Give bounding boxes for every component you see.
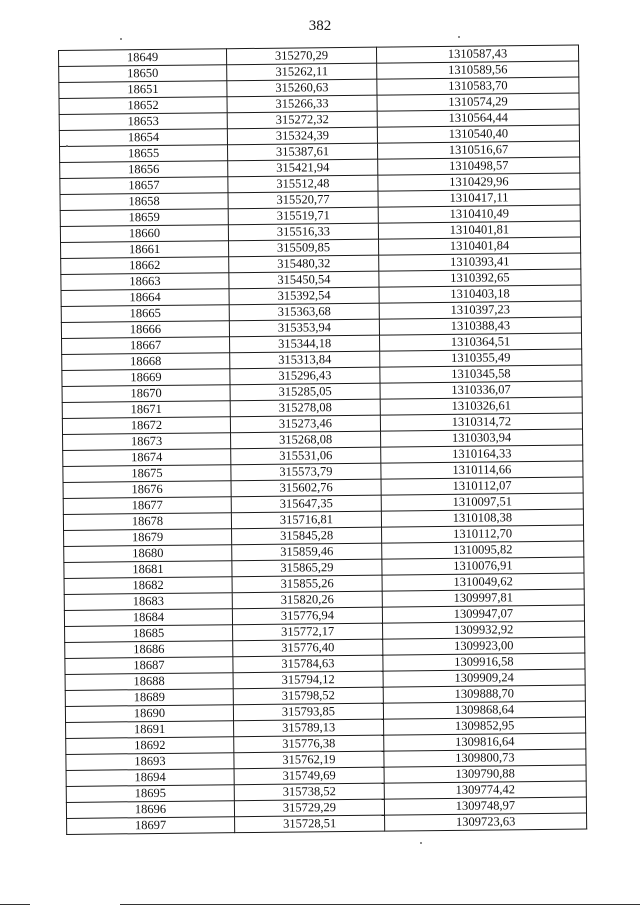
coordinates-table-body: [59, 45, 587, 834]
y-coordinate-cell: 1309888,70: [383, 685, 585, 703]
x-coordinate-cell: 315344,18: [230, 335, 380, 353]
point-number-cell: 18650: [59, 65, 227, 83]
point-number-cell: 18682: [64, 577, 232, 595]
x-coordinate-cell: 315296,43: [230, 367, 380, 385]
x-coordinate-cell: 315762,19: [234, 751, 384, 769]
point-number-cell: 18673: [63, 433, 231, 451]
x-coordinate-cell: 315273,46: [230, 415, 380, 433]
x-coordinate-cell: 315363,68: [229, 303, 379, 321]
y-coordinate-cell: 1310108,38: [381, 509, 583, 527]
x-coordinate-cell: 315353,94: [229, 319, 379, 337]
y-coordinate-cell: 1309816,64: [384, 733, 586, 751]
x-coordinate-cell: 315262,11: [227, 63, 377, 81]
x-coordinate-cell: 315647,35: [231, 495, 381, 513]
y-coordinate-cell: 1310516,67: [377, 141, 579, 159]
point-number-cell: 18655: [60, 145, 228, 163]
point-number-cell: 18660: [60, 225, 228, 243]
y-coordinate-cell: 1310364,51: [380, 333, 582, 351]
y-coordinate-cell: 1309852,95: [384, 717, 586, 735]
point-number-cell: 18667: [62, 337, 230, 355]
y-coordinate-cell: 1309748,97: [384, 797, 586, 815]
point-number-cell: 18665: [61, 305, 229, 323]
point-number-cell: 18653: [59, 113, 227, 131]
y-coordinate-cell: 1310540,40: [377, 125, 579, 143]
y-coordinate-cell: 1310097,51: [381, 493, 583, 511]
x-coordinate-cell: 315855,26: [232, 575, 382, 593]
point-number-cell: 18685: [65, 625, 233, 643]
x-coordinate-cell: 315516,33: [228, 223, 378, 241]
point-number-cell: 18657: [60, 177, 228, 195]
x-coordinate-cell: 315776,94: [232, 607, 382, 625]
x-coordinate-cell: 315776,38: [234, 735, 384, 753]
scan-speck: [66, 145, 68, 147]
point-number-cell: 18678: [63, 513, 231, 531]
y-coordinate-cell: 1310429,96: [378, 173, 580, 191]
x-coordinate-cell: 315531,06: [231, 447, 381, 465]
point-number-cell: 18696: [66, 801, 234, 819]
point-number-cell: 18677: [63, 497, 231, 515]
scan-speck: [420, 842, 422, 844]
point-number-cell: 18686: [65, 641, 233, 659]
y-coordinate-cell: 1310388,43: [379, 317, 581, 335]
y-coordinate-cell: 1309997,81: [382, 589, 584, 607]
point-number-cell: 18690: [65, 705, 233, 723]
point-number-cell: 18662: [61, 257, 229, 275]
point-number-cell: 18668: [62, 353, 230, 371]
y-coordinate-cell: 1310314,72: [380, 413, 582, 431]
x-coordinate-cell: 315776,40: [233, 639, 383, 657]
y-coordinate-cell: 1309723,63: [385, 813, 587, 831]
point-number-cell: 18651: [59, 81, 227, 99]
y-coordinate-cell: 1309916,58: [383, 653, 585, 671]
x-coordinate-cell: 315421,94: [228, 159, 378, 177]
x-coordinate-cell: 315260,63: [227, 79, 377, 97]
point-number-cell: 18697: [67, 817, 235, 835]
x-coordinate-cell: 315285,05: [230, 383, 380, 401]
x-coordinate-cell: 315268,08: [231, 431, 381, 449]
y-coordinate-cell: 1309947,07: [382, 605, 584, 623]
y-coordinate-cell: 1310112,70: [382, 525, 584, 543]
x-coordinate-cell: 315266,33: [227, 95, 377, 113]
y-coordinate-cell: 1310345,58: [380, 365, 582, 383]
point-number-cell: 18663: [61, 273, 229, 291]
x-coordinate-cell: 315313,84: [230, 351, 380, 369]
y-coordinate-cell: 1310410,49: [378, 205, 580, 223]
x-coordinate-cell: 315716,81: [231, 511, 381, 529]
x-coordinate-cell: 315512,48: [228, 175, 378, 193]
y-coordinate-cell: 1310587,43: [376, 45, 578, 63]
y-coordinate-cell: 1310336,07: [380, 381, 582, 399]
y-coordinate-cell: 1310076,91: [382, 557, 584, 575]
point-number-cell: 18683: [64, 593, 232, 611]
y-coordinate-cell: 1310583,70: [377, 77, 579, 95]
point-number-cell: 18661: [61, 241, 229, 259]
point-number-cell: 18688: [65, 673, 233, 691]
point-number-cell: 18674: [63, 449, 231, 467]
point-number-cell: 18664: [61, 289, 229, 307]
point-number-cell: 18658: [60, 193, 228, 211]
y-coordinate-cell: 1310164,33: [381, 445, 583, 463]
x-coordinate-cell: 315509,85: [229, 239, 379, 257]
y-coordinate-cell: 1309909,24: [383, 669, 585, 687]
point-number-cell: 18654: [59, 129, 227, 147]
scan-speck: [458, 36, 460, 38]
y-coordinate-cell: 1309800,73: [384, 749, 586, 767]
y-coordinate-cell: 1309774,42: [384, 781, 586, 799]
page-number: 382: [308, 18, 332, 34]
point-number-cell: 18691: [66, 721, 234, 739]
point-number-cell: 18669: [62, 369, 230, 387]
point-number-cell: 18694: [66, 769, 234, 787]
y-coordinate-cell: 1310403,18: [379, 285, 581, 303]
y-coordinate-cell: 1310564,44: [377, 109, 579, 127]
x-coordinate-cell: 315738,52: [234, 783, 384, 801]
y-coordinate-cell: 1310397,23: [379, 301, 581, 319]
y-coordinate-cell: 1310114,66: [381, 461, 583, 479]
scan-speck: [120, 38, 122, 40]
x-coordinate-cell: 315729,29: [234, 799, 384, 817]
x-coordinate-cell: 315865,29: [232, 559, 382, 577]
x-coordinate-cell: 315520,77: [228, 191, 378, 209]
y-coordinate-cell: 1310326,61: [380, 397, 582, 415]
y-coordinate-cell: 1310355,49: [380, 349, 582, 367]
point-number-cell: 18693: [66, 753, 234, 771]
x-coordinate-cell: 315728,51: [235, 815, 385, 833]
y-coordinate-cell: 1309923,00: [383, 637, 585, 655]
x-coordinate-cell: 315278,08: [230, 399, 380, 417]
y-coordinate-cell: 1310417,11: [378, 189, 580, 207]
y-coordinate-cell: 1310574,29: [377, 93, 579, 111]
x-coordinate-cell: 315772,17: [233, 623, 383, 641]
point-number-cell: 18652: [59, 97, 227, 115]
x-coordinate-cell: 315324,39: [227, 127, 377, 145]
y-coordinate-cell: 1310392,65: [379, 269, 581, 287]
point-number-cell: 18689: [65, 689, 233, 707]
point-number-cell: 18675: [63, 465, 231, 483]
point-number-cell: 18671: [62, 401, 230, 419]
x-coordinate-cell: 315272,32: [227, 111, 377, 129]
x-coordinate-cell: 315270,29: [226, 47, 376, 65]
x-coordinate-cell: 315602,76: [231, 479, 381, 497]
x-coordinate-cell: 315820,26: [232, 591, 382, 609]
x-coordinate-cell: 315793,85: [233, 703, 383, 721]
point-number-cell: 18659: [60, 209, 228, 227]
x-coordinate-cell: 315450,54: [229, 271, 379, 289]
x-coordinate-cell: 315573,79: [231, 463, 381, 481]
x-coordinate-cell: 315784,63: [233, 655, 383, 673]
point-number-cell: 18672: [62, 417, 230, 435]
point-number-cell: 18680: [64, 545, 232, 563]
y-coordinate-cell: 1309790,88: [384, 765, 586, 783]
point-number-cell: 18692: [66, 737, 234, 755]
coordinates-table-wrapper: [58, 45, 586, 835]
y-coordinate-cell: 1310589,56: [377, 61, 579, 79]
x-coordinate-cell: 315387,61: [228, 143, 378, 161]
x-coordinate-cell: 315392,54: [229, 287, 379, 305]
y-coordinate-cell: 1310393,41: [379, 253, 581, 271]
x-coordinate-cell: 315798,52: [233, 687, 383, 705]
coordinates-table: [58, 45, 587, 835]
point-number-cell: 18656: [60, 161, 228, 179]
y-coordinate-cell: 1309932,92: [383, 621, 585, 639]
y-coordinate-cell: 1310498,57: [378, 157, 580, 175]
y-coordinate-cell: 1310303,94: [381, 429, 583, 447]
point-number-cell: 18676: [63, 481, 231, 499]
x-coordinate-cell: 315789,13: [234, 719, 384, 737]
point-number-cell: 18649: [59, 49, 227, 67]
x-coordinate-cell: 315845,28: [232, 527, 382, 545]
x-coordinate-cell: 315480,32: [229, 255, 379, 273]
y-coordinate-cell: 1310049,62: [382, 573, 584, 591]
point-number-cell: 18695: [66, 785, 234, 803]
y-coordinate-cell: 1310401,84: [378, 237, 580, 255]
point-number-cell: 18684: [64, 609, 232, 627]
point-number-cell: 18687: [65, 657, 233, 675]
x-coordinate-cell: 315519,71: [228, 207, 378, 225]
x-coordinate-cell: 315859,46: [232, 543, 382, 561]
x-coordinate-cell: 315794,12: [233, 671, 383, 689]
x-coordinate-cell: 315749,69: [234, 767, 384, 785]
point-number-cell: 18666: [61, 321, 229, 339]
y-coordinate-cell: 1309868,64: [383, 701, 585, 719]
y-coordinate-cell: 1310095,82: [382, 541, 584, 559]
point-number-cell: 18681: [64, 561, 232, 579]
y-coordinate-cell: 1310401,81: [378, 221, 580, 239]
point-number-cell: 18670: [62, 385, 230, 403]
point-number-cell: 18679: [64, 529, 232, 547]
y-coordinate-cell: 1310112,07: [381, 477, 583, 495]
